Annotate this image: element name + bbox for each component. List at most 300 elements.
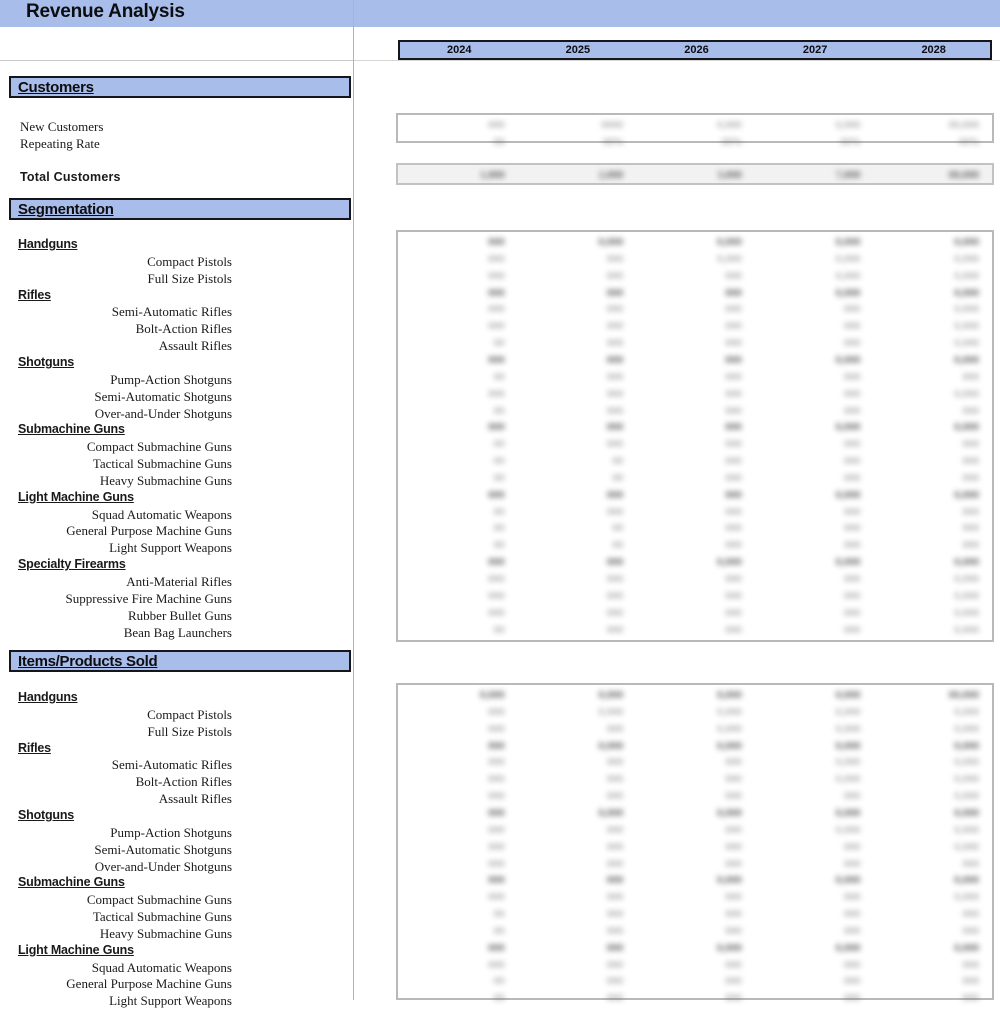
value-cell[interactable]: 000: [488, 790, 505, 803]
value-cell[interactable]: 000: [843, 539, 861, 552]
value-cell[interactable]: 000: [725, 606, 742, 619]
row-label-light-support-weapons: Light Support Weapons: [109, 540, 232, 556]
year-header-2024[interactable]: 2024: [447, 44, 472, 56]
value-cell[interactable]: 000: [488, 286, 505, 299]
value-cell[interactable]: 000: [606, 840, 624, 853]
value-cell[interactable]: 0000: [601, 119, 624, 131]
value-cell[interactable]: 0,000: [835, 689, 861, 701]
value-cell[interactable]: 000: [725, 387, 742, 400]
row-label-semi-automatic-rifles: Semi-Automatic Rifles: [111, 757, 232, 773]
value-cell[interactable]: 000: [725, 286, 742, 299]
value-cell[interactable]: 00: [493, 438, 505, 451]
value-cell[interactable]: 000: [606, 337, 624, 350]
value-cell[interactable]: 0,000: [835, 119, 861, 131]
value-cell[interactable]: 0,000: [835, 269, 861, 282]
value-cell[interactable]: 000: [488, 705, 505, 718]
value-cell[interactable]: 000: [606, 606, 624, 619]
value-cell[interactable]: 000: [843, 790, 861, 803]
value-cell[interactable]: 000: [488, 269, 505, 282]
value-cell[interactable]: 000: [725, 353, 742, 366]
value-cell[interactable]: 000: [488, 756, 505, 769]
row-label-shotguns: Shotguns: [18, 354, 75, 369]
value-cell[interactable]: 000: [725, 505, 742, 518]
value-cell[interactable]: 000: [488, 606, 505, 619]
value-cell[interactable]: 1,000: [479, 169, 505, 181]
row-label-rifles: Rifles: [18, 287, 51, 302]
year-header-2027[interactable]: 2027: [802, 44, 828, 56]
value-cell[interactable]: 000: [606, 975, 624, 988]
value-cell[interactable]: 000: [843, 471, 861, 484]
value-cell[interactable]: 000: [606, 269, 624, 282]
value-cell[interactable]: 0,000: [835, 823, 861, 836]
row-label-submachine-guns: Submachine Guns: [18, 875, 125, 890]
value-row: [398, 504, 992, 521]
value-block-segmentation-values[interactable]: [396, 230, 994, 642]
value-cell[interactable]: 000: [488, 941, 505, 954]
value-row: [398, 990, 992, 1007]
value-cell[interactable]: 000: [725, 320, 742, 333]
row-label-total-customers: Total Customers: [20, 169, 121, 184]
value-row: [398, 839, 992, 856]
value-cell[interactable]: 000: [488, 840, 505, 853]
value-cell[interactable]: 0,000: [954, 722, 979, 735]
value-cell[interactable]: 0,000: [954, 269, 979, 282]
value-cell[interactable]: 000: [606, 573, 624, 585]
value-row: [398, 856, 992, 873]
value-cell[interactable]: 0,000: [835, 421, 861, 434]
value-cell[interactable]: 000: [725, 891, 742, 904]
value-cell[interactable]: 0,000: [717, 705, 742, 718]
row-label-bean-bag-launchers: Bean Bag Launchers: [123, 624, 232, 640]
row-label-light-support-weapons: Light Support Weapons: [109, 993, 232, 1009]
value-cell[interactable]: 000: [488, 739, 505, 752]
value-cell[interactable]: 000: [843, 438, 861, 451]
value-cell[interactable]: 0,000: [598, 689, 624, 701]
value-cell[interactable]: 000: [606, 589, 624, 602]
value-cell[interactable]: 000: [606, 303, 624, 316]
value-cell[interactable]: 000: [725, 539, 742, 552]
row-label-tactical-submachine-guns: Tactical Submachine Guns: [92, 909, 232, 925]
value-cell[interactable]: 000: [725, 924, 742, 937]
value-cell[interactable]: 000: [606, 556, 624, 569]
value-cell[interactable]: 000: [606, 857, 624, 870]
value-cell[interactable]: 0,000: [598, 739, 624, 752]
value-row: [398, 167, 992, 184]
value-cell[interactable]: 0,000: [835, 286, 861, 299]
value-cell[interactable]: 00: [493, 337, 505, 350]
value-cell[interactable]: 000: [606, 404, 624, 417]
value-cell[interactable]: 000: [725, 823, 742, 836]
value-row: [398, 940, 992, 957]
value-cell[interactable]: 000: [725, 404, 742, 417]
row-label-compact-submachine-guns: Compact Submachine Guns: [86, 892, 232, 908]
value-cell[interactable]: 00: [612, 539, 624, 552]
value-cell[interactable]: 000: [606, 958, 624, 971]
value-row: [398, 571, 992, 588]
value-cell[interactable]: 00: [493, 623, 505, 636]
value-cell[interactable]: 000: [725, 857, 742, 870]
value-cell[interactable]: 000: [606, 421, 624, 434]
value-cell[interactable]: 0,000: [835, 353, 861, 366]
section-header-items-products-sold[interactable]: [9, 650, 351, 672]
year-header-2028[interactable]: 2028: [921, 44, 946, 56]
value-cell[interactable]: 0,000: [598, 806, 624, 819]
value-cell[interactable]: 000: [606, 992, 624, 1005]
value-row: [398, 251, 992, 268]
value-cell[interactable]: 000: [725, 488, 742, 501]
value-cell[interactable]: 000: [843, 573, 861, 585]
value-row: [398, 957, 992, 974]
value-cell[interactable]: 000: [843, 522, 861, 535]
value-cell[interactable]: 0,000: [717, 236, 742, 248]
section-header-customers[interactable]: [9, 76, 351, 98]
value-row: [398, 318, 992, 335]
value-cell[interactable]: 000: [725, 790, 742, 803]
row-label-anti-material-rifles: Anti-Material Rifles: [126, 574, 232, 589]
value-cell[interactable]: 000: [488, 556, 505, 569]
value-row: [398, 537, 992, 554]
value-cell[interactable]: 000: [606, 874, 624, 887]
value-cell[interactable]: 00: [493, 908, 505, 921]
value-cell[interactable]: 000: [488, 353, 505, 366]
value-cell[interactable]: 000: [962, 958, 979, 971]
value-cell[interactable]: 00%: [603, 135, 624, 148]
value-cell[interactable]: 000: [725, 756, 742, 769]
value-cell[interactable]: 000: [488, 488, 505, 501]
row-label-suppressive-fire-machine-guns: Suppressive Fire Machine Guns: [65, 590, 232, 606]
value-cell[interactable]: 000: [606, 941, 624, 954]
value-cell[interactable]: 0,000: [717, 874, 742, 887]
value-cell[interactable]: 000: [843, 370, 861, 383]
value-cell[interactable]: 00: [493, 404, 505, 417]
value-cell[interactable]: 000: [606, 505, 624, 518]
value-row: [398, 352, 992, 369]
value-row: [398, 369, 992, 386]
value-row: [398, 906, 992, 923]
value-cell[interactable]: 0,000: [954, 941, 979, 954]
value-cell[interactable]: 000: [725, 958, 742, 971]
value-cell[interactable]: 0,000: [835, 874, 861, 887]
value-row: [398, 268, 992, 285]
value-cell[interactable]: 00,000: [948, 169, 979, 181]
value-cell[interactable]: 000: [725, 438, 742, 451]
value-cell[interactable]: 000: [725, 370, 742, 383]
value-cell[interactable]: 7,000: [835, 169, 861, 181]
value-cell[interactable]: 000: [606, 387, 624, 400]
value-cell[interactable]: 000: [606, 790, 624, 803]
value-cell[interactable]: 00: [612, 522, 624, 535]
value-cell[interactable]: 00%: [721, 135, 742, 148]
value-cell[interactable]: 000: [606, 320, 624, 333]
value-cell[interactable]: 000: [725, 337, 742, 350]
value-row: [398, 117, 992, 134]
value-cell[interactable]: 00: [493, 522, 505, 535]
value-cell[interactable]: 0,000: [954, 806, 979, 819]
value-cell[interactable]: 0,000: [835, 806, 861, 819]
value-row: [398, 419, 992, 436]
value-cell[interactable]: 000: [962, 370, 979, 383]
value-cell[interactable]: 0,000: [835, 556, 861, 569]
value-cell[interactable]: 000: [843, 505, 861, 518]
value-cell[interactable]: 000: [962, 404, 979, 417]
value-cell[interactable]: 000: [606, 370, 624, 383]
value-cell[interactable]: 00,000: [948, 689, 979, 701]
value-cell[interactable]: 000: [843, 337, 861, 350]
value-cell[interactable]: 0,000: [835, 941, 861, 954]
value-cell[interactable]: 000: [843, 387, 861, 400]
value-block-customers-total[interactable]: [396, 163, 994, 185]
value-row: [398, 704, 992, 721]
value-cell[interactable]: 0,000: [954, 236, 979, 248]
value-cell[interactable]: 0,000: [954, 773, 979, 786]
value-cell[interactable]: 000: [488, 806, 505, 819]
value-cell[interactable]: 0,000: [954, 623, 979, 636]
value-cell[interactable]: 000: [725, 992, 742, 1005]
value-cell[interactable]: 000: [606, 908, 624, 921]
value-cell[interactable]: 0,000: [835, 252, 861, 265]
value-cell[interactable]: 000: [488, 252, 505, 265]
value-cell[interactable]: 000: [725, 589, 742, 602]
value-cell[interactable]: 0,000: [954, 353, 979, 366]
value-cell[interactable]: 000: [606, 488, 624, 501]
value-cell[interactable]: 000: [606, 623, 624, 636]
value-cell[interactable]: 000: [488, 320, 505, 333]
value-cell[interactable]: 000: [488, 874, 505, 887]
value-cell[interactable]: 000: [606, 891, 624, 904]
value-cell[interactable]: 0,000: [835, 773, 861, 786]
value-cell[interactable]: 000: [962, 908, 979, 921]
value-row: [398, 771, 992, 788]
value-cell[interactable]: 0,000: [479, 689, 505, 701]
value-cell[interactable]: 0,000: [717, 806, 742, 819]
value-cell[interactable]: 0,000: [717, 119, 742, 131]
section-header-segmentation[interactable]: [9, 198, 351, 220]
value-cell[interactable]: 000: [606, 252, 624, 265]
value-cell[interactable]: 00%: [840, 135, 861, 148]
value-cell[interactable]: 00: [493, 505, 505, 518]
value-cell[interactable]: 000: [962, 471, 979, 484]
value-block-items-products-values[interactable]: [396, 683, 994, 1005]
value-cell[interactable]: 0,000: [717, 722, 742, 735]
value-cell[interactable]: 000: [606, 722, 624, 735]
value-row: [398, 386, 992, 403]
value-cell[interactable]: 00%: [958, 135, 979, 148]
value-cell[interactable]: 000: [725, 573, 742, 585]
section-header-label: Customers: [18, 79, 94, 96]
value-cell[interactable]: 000: [488, 303, 505, 316]
value-cell[interactable]: 0,000: [717, 556, 742, 569]
value-row: [398, 805, 992, 822]
value-cell[interactable]: 0,000: [954, 840, 979, 853]
row-label-squad-automatic-weapons: Squad Automatic Weapons: [91, 506, 232, 522]
value-cell[interactable]: 0,000: [835, 756, 861, 769]
value-cell[interactable]: 000: [843, 320, 861, 333]
value-cell[interactable]: 000: [488, 421, 505, 434]
value-cell[interactable]: 0,000: [954, 320, 979, 333]
value-cell[interactable]: 000: [843, 303, 861, 316]
value-cell[interactable]: 000: [488, 236, 505, 248]
value-cell[interactable]: 0,000: [835, 488, 861, 501]
value-row: [398, 554, 992, 571]
row-label-rubber-bullet-guns: Rubber Bullet Guns: [128, 607, 232, 623]
value-cell[interactable]: 0,000: [954, 589, 979, 602]
value-cell[interactable]: 000: [606, 438, 624, 451]
value-cell[interactable]: 000: [725, 269, 742, 282]
value-cell[interactable]: 000: [488, 589, 505, 602]
value-block-customers-detail[interactable]: [396, 113, 994, 148]
value-cell[interactable]: 0,000: [598, 705, 624, 718]
value-cell[interactable]: 000: [843, 606, 861, 619]
value-cell[interactable]: 000: [962, 438, 979, 451]
value-cell[interactable]: 000: [725, 421, 742, 434]
value-cell[interactable]: 00: [612, 471, 624, 484]
value-cell[interactable]: 0,000: [717, 252, 742, 265]
year-header-2025[interactable]: 2025: [565, 44, 591, 56]
value-cell[interactable]: 0,000: [835, 236, 861, 248]
value-cell[interactable]: 0,000: [954, 573, 979, 585]
value-cell[interactable]: 00: [493, 455, 505, 468]
value-cell[interactable]: 000: [843, 924, 861, 937]
value-cell[interactable]: 0,000: [717, 689, 742, 701]
row-label-compact-submachine-guns: Compact Submachine Guns: [86, 439, 232, 455]
value-cell[interactable]: 0,000: [954, 739, 979, 752]
value-cell[interactable]: 000: [606, 773, 624, 786]
value-cell[interactable]: 000: [725, 455, 742, 468]
value-cell[interactable]: 000: [962, 539, 979, 552]
value-cell[interactable]: 0,000: [954, 556, 979, 569]
value-cell[interactable]: 000: [606, 286, 624, 299]
value-cell[interactable]: 000: [606, 353, 624, 366]
value-row: [398, 788, 992, 805]
value-cell[interactable]: 000: [606, 823, 624, 836]
value-cell[interactable]: 000: [962, 857, 979, 870]
value-cell[interactable]: 0,000: [954, 252, 979, 265]
value-cell[interactable]: 00: [493, 924, 505, 937]
value-cell[interactable]: 0,000: [954, 874, 979, 887]
value-row: [398, 738, 992, 755]
value-cell[interactable]: 0,000: [954, 387, 979, 400]
value-cell[interactable]: 0,000: [835, 739, 861, 752]
value-cell[interactable]: 000: [843, 958, 861, 971]
value-cell[interactable]: 0,000: [954, 891, 979, 904]
value-cell[interactable]: 000: [488, 891, 505, 904]
row-label-bolt-action-rifles: Bolt-Action Rifles: [135, 774, 232, 790]
value-cell[interactable]: 000: [843, 589, 861, 602]
value-row: [398, 622, 992, 639]
year-header-row[interactable]: [398, 40, 992, 60]
value-cell[interactable]: 000: [843, 840, 861, 853]
row-label-semi-automatic-rifles: Semi-Automatic Rifles: [111, 304, 232, 320]
value-cell[interactable]: 000: [606, 924, 624, 937]
value-cell[interactable]: 0,000: [954, 337, 979, 350]
value-cell[interactable]: 0,000: [954, 756, 979, 769]
row-label-squad-automatic-weapons: Squad Automatic Weapons: [91, 959, 232, 975]
value-cell[interactable]: 000: [962, 924, 979, 937]
value-cell[interactable]: 000: [488, 823, 505, 836]
value-cell[interactable]: 0,000: [717, 739, 742, 752]
value-cell[interactable]: 000: [843, 891, 861, 904]
row-label-semi-automatic-shotguns: Semi-Automatic Shotguns: [94, 841, 232, 857]
value-cell[interactable]: 000: [488, 573, 505, 585]
value-cell[interactable]: 000: [962, 455, 979, 468]
value-cell[interactable]: 00: [493, 471, 505, 484]
value-cell[interactable]: 000: [843, 455, 861, 468]
value-cell[interactable]: 000: [843, 857, 861, 870]
value-cell[interactable]: 0,000: [954, 488, 979, 501]
row-label-heavy-submachine-guns: Heavy Submachine Guns: [99, 925, 232, 941]
value-cell[interactable]: 000: [725, 522, 742, 535]
value-cell[interactable]: 0,000: [954, 790, 979, 803]
section-header-label: Items/Products Sold: [18, 653, 158, 670]
value-cell[interactable]: 000: [488, 119, 505, 131]
value-cell[interactable]: 000: [488, 773, 505, 786]
value-cell[interactable]: 0,000: [954, 606, 979, 619]
value-cell[interactable]: 000: [725, 623, 742, 636]
value-cell[interactable]: 000: [725, 840, 742, 853]
row-label-bolt-action-rifles: Bolt-Action Rifles: [135, 321, 232, 337]
row-label-shotguns: Shotguns: [18, 807, 75, 822]
year-header-2026[interactable]: 2026: [684, 44, 709, 56]
value-cell[interactable]: 000: [725, 908, 742, 921]
value-cell[interactable]: 000: [488, 722, 505, 735]
value-cell[interactable]: 0,000: [954, 705, 979, 718]
value-row: [398, 605, 992, 622]
row-label-semi-automatic-shotguns: Semi-Automatic Shotguns: [94, 388, 232, 404]
value-cell[interactable]: 000: [725, 773, 742, 786]
value-cell[interactable]: 00: [493, 975, 505, 988]
value-cell[interactable]: 3,000: [717, 169, 742, 181]
value-cell[interactable]: 2,000: [598, 169, 624, 181]
value-cell[interactable]: 0,000: [954, 303, 979, 316]
value-row: [398, 134, 992, 151]
value-cell[interactable]: 00: [493, 992, 505, 1005]
value-cell[interactable]: 000: [962, 522, 979, 535]
value-cell[interactable]: 000: [488, 857, 505, 870]
value-cell[interactable]: 000: [962, 992, 979, 1005]
value-cell[interactable]: 000: [725, 303, 742, 316]
value-cell[interactable]: 000: [962, 505, 979, 518]
value-cell[interactable]: 0,000: [954, 823, 979, 836]
value-cell[interactable]: 000: [488, 387, 505, 400]
value-cell[interactable]: 00: [493, 135, 505, 148]
value-cell[interactable]: 0,000: [835, 705, 861, 718]
value-row: [398, 822, 992, 839]
value-cell[interactable]: 000: [843, 404, 861, 417]
value-cell[interactable]: 000: [725, 975, 742, 988]
value-cell[interactable]: 00: [612, 455, 624, 468]
value-cell[interactable]: 00: [493, 539, 505, 552]
value-cell[interactable]: 0,000: [954, 421, 979, 434]
value-cell[interactable]: 000: [962, 975, 979, 988]
row-label-light-machine-guns: Light Machine Guns: [18, 489, 134, 504]
value-cell[interactable]: 000: [488, 958, 505, 971]
value-cell[interactable]: 000: [843, 908, 861, 921]
value-cell[interactable]: 0,000: [717, 941, 742, 954]
value-cell[interactable]: 00,000: [948, 119, 979, 131]
value-cell[interactable]: 000: [843, 992, 861, 1005]
value-cell[interactable]: 000: [725, 471, 742, 484]
value-row: [398, 889, 992, 906]
value-cell[interactable]: 0,000: [954, 286, 979, 299]
row-label-repeating-rate: Repeating Rate: [20, 135, 100, 151]
value-cell[interactable]: 0,000: [835, 722, 861, 735]
value-cell[interactable]: 00: [493, 370, 505, 383]
value-cell[interactable]: 0,000: [598, 236, 624, 248]
value-row: [398, 487, 992, 504]
value-cell[interactable]: 000: [606, 756, 624, 769]
value-cell[interactable]: 000: [843, 623, 861, 636]
value-cell[interactable]: 000: [843, 975, 861, 988]
